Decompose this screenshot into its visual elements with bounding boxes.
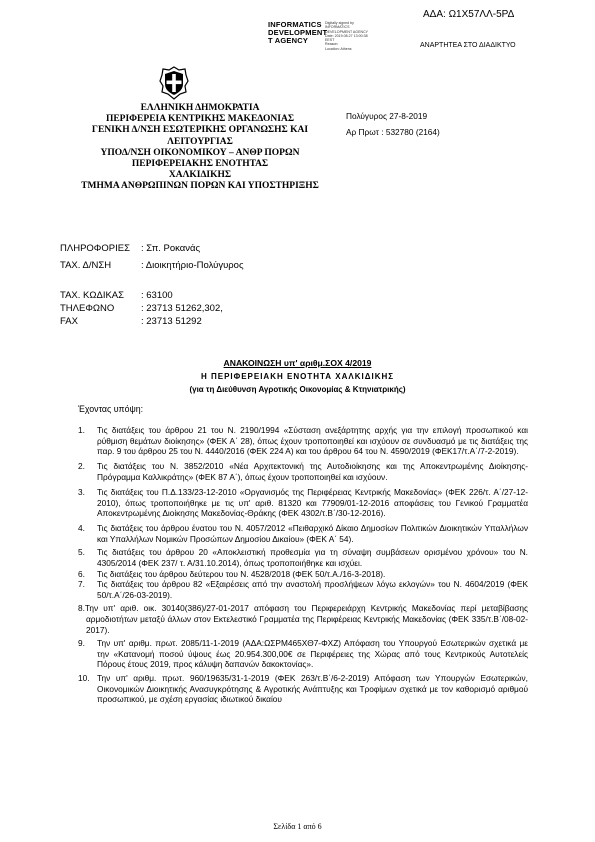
- info-key: ΤΑΧ. Δ/ΝΣΗ: [60, 260, 112, 271]
- info-value: : 23713 51262,302,: [141, 303, 223, 314]
- item-text: Τις διατάξεις του άρθρου δεύτερου του Ν. 4528/2018 (ΦΕΚ 50/τ.Α./16-3-2018).: [97, 568, 386, 579]
- info-key: ΤΗΛΕΦΩΝΟ: [60, 303, 115, 314]
- signature-line: INFORMATICS: [325, 25, 350, 30]
- signature-line: Date: 2019.08.27 13:00:38: [325, 33, 368, 38]
- signature-line: Digitally signed by: [325, 21, 354, 25]
- item-text: Τις διατάξεις του άρθρου 21 του Ν. 2190/1994 «Σύσταση ανεξάρτητης αρχής για την επιλογή προσωπικού και ρύθμιση θεμάτων διοίκησης» (ΦΕΚ Α΄ 28), όπως έχουν τροποποιηθεί και ισχύουν σε συνδυασμό με τις διατάξεις της παρ. 9 του άρθρου 25 του Ν. 4440/2016 (ΦΕΚ 224 Α) και του άρθρου 64 του Ν. 4590/2019 (ΦΕΚ17/τ.Α΄/7-2-2019).: [97, 425, 528, 457]
- greek-emblem-icon: [159, 66, 189, 100]
- date-block: [346, 108, 440, 140]
- info-key: FAX: [60, 316, 78, 327]
- info-value: : 23713 51292: [141, 316, 202, 327]
- signature-line: DEVELOPMENT AGENCY: [325, 29, 369, 34]
- item-text: Τις διατάξεις του άρθρου 20 «Αποκλειστική προθεσμία για τη σύναψη συμβάσεων ορισμένου χρόνου» του Ν. 4305/2014 (ΦΕΚ 237/ τ. Α/31.10.2014), όπως τροποποιήθηκε και ισχύει.: [97, 547, 528, 569]
- list-item: [78, 461, 528, 482]
- list-item: [78, 523, 528, 544]
- info-key: ΤΑΧ. ΚΩΔΙΚΑΣ: [60, 290, 125, 301]
- considering-label: Έχοντας υπόψη:: [78, 404, 144, 414]
- header-line: ΕΛΛΗΝΙΚΗ ΔΗΜΟΚΡΑΤΙΑ: [140, 103, 260, 113]
- title-regional-unit: Η ΠΕΡΙΦΕΡΕΙΑΚΗ ΕΝΟΤΗΤΑ ΧΑΛΚΙΔΙΚΗΣ: [200, 372, 395, 381]
- header-line: ΛΕΙΤΟΥΡΓΙΑΣ: [167, 136, 233, 147]
- item-text: Τις διατάξεις του Ν. 3852/2010 «Νέα Αρχιτεκτονική της Αυτοδιοίκησης και της Αποκεντρωμένης Διοίκησης- Πρόγραμμα Καλλικράτης» (ΦΕΚ 87 Α΄), όπως έχουν τροποποιηθεί και ισχύουν.: [97, 461, 528, 482]
- info-row: [60, 243, 200, 254]
- info-row: [60, 290, 173, 301]
- header-line: ΠΕΡΙΦΕΡΕΙΑ ΚΕΝΤΡΙΚΗΣ ΜΑΚΕΔΟΝΙΑΣ: [105, 114, 295, 125]
- info-row: [60, 303, 223, 314]
- legal-basis-list: [78, 425, 528, 705]
- list-item: [78, 673, 528, 705]
- issuing-authority-header: [58, 103, 342, 193]
- item-text: Την υπ' αριθμ. πρωτ. 2085/11-1-2019 (ΑΔΑ:ΩΣΡΜ465ΧΘ7-ΦΧΖ) Απόφαση του Υπουργού Εσωτερικών σχετικά με την «Κατανομή ποσού ύψους έως 20.954.300,00€ σε Περιφέρειες της Χώρας από τους Κεντρικούς Αυτοτελείς Πόρους έτους 2019, προς κάλυψη δαπανών δακοκτονίας».: [97, 638, 528, 670]
- item-text: Την υπ' αριθ. οικ. 30140(386)/27-01-2017 απόφαση του Περιφερειάρχη Κεντρικής Μακεδονίας περί μεταβίβασης αρμοδιοτήτων μεταξύ άλλων στον Εκτελεστικό Γραμματέα της Περιφέρειας Κεντρικής Μακεδονίας (ΦΕΚ 335/τ.Β΄/08-02-2017).: [84, 603, 528, 635]
- info-key: ΠΛΗΡΟΦΟΡΙΕΣ: [60, 243, 130, 254]
- digital-signature-logo: [268, 21, 326, 45]
- info-value: : Σπ. Ροκανάς: [141, 243, 201, 254]
- ada-code: ΑΔΑ: Ω1Χ57ΛΛ-5ΡΔ: [423, 9, 515, 20]
- title-announcement-number: ΑΝΑΚΟΙΝΩΣΗ υπ' αριθμ.ΣΟΧ 4/2019: [223, 358, 372, 368]
- item-text: Τις διατάξεις του άρθρου 82 «Εξαιρέσεις από την αναστολή προσλήψεων λόγω εκλογών» του Ν. 4604/2019 (ΦΕΚ 50/τ.Α΄/26-03-2019).: [97, 579, 528, 600]
- page-number: Σελίδα 1 από 6: [273, 822, 322, 831]
- list-item: [78, 603, 528, 635]
- digital-signature-details: [325, 21, 415, 51]
- title-directorate: (για τη Διεύθυνση Αγροτικής Οικονομίας & Κτηνιατρικής): [189, 385, 406, 394]
- item-text: Την υπ' αριθμ. πρωτ. 960/19635/31-1-2019 (ΦΕΚ 263/τ.Β΄/6-2-2019) Απόφαση των Υπουργών Εσωτερικών, Οικονομικών Διοικητικής Ανασυγκρότησης & Αγροτικής Ανάπτυξης και Τροφίμων σχετικά με τον καθορισμό αριθμού προσωπικού, με σχέση εργασίας ιδιωτικού δικαίου: [97, 672, 528, 705]
- item-number: 4.: [78, 523, 85, 534]
- item-number: 9.: [78, 638, 85, 649]
- info-row: [60, 316, 202, 327]
- header-line: ΠΕΡΙΦΕΡΕΙΑΚΗΣ ΕΝΟΤΗΤΑΣ: [131, 159, 269, 170]
- item-number: 1.: [78, 425, 85, 435]
- list-item: [78, 579, 528, 600]
- item-number: 7.: [78, 579, 85, 590]
- list-item: [78, 425, 528, 457]
- info-value: : 63100: [141, 290, 173, 301]
- item-text: Τις διατάξεις του Π.Δ.133/23-12-2010 «Οργανισμός της Περιφέρειας Κεντρικής Μακεδονίας» (ΦΕΚ 226/τ. Α΄/27-12-2010), όπως τροποποιήθηκε με τις υπ' αριθ. 81320 και 77909/01-12-2016 αποφάσεις του Γενικού Γραμματέα Αποκεντρωμένης Διοίκησης Μακεδονίας-Θράκης (ΦΕΚ 4302/τ.Β΄/30-12-2016).: [97, 486, 528, 519]
- item-number: 6.: [78, 568, 85, 579]
- header-line: ΧΑΛΚΙΔΙΚΗΣ: [168, 170, 232, 181]
- signature-line: Reason:: [325, 42, 339, 47]
- item-number: 3.: [78, 486, 85, 497]
- header-line: ΓΕΝΙΚΗ Δ/ΝΣΗ ΕΣΩΤΕΡΙΚΗΣ ΟΡΓΑΝΩΣΗΣ ΚΑΙ: [91, 125, 309, 136]
- di-logo-line: DEVELOPMENT: [268, 28, 328, 37]
- list-item: [78, 638, 528, 670]
- list-item: [78, 547, 528, 568]
- item-number: 10.: [78, 672, 90, 683]
- header-line: ΤΜΗΜΑ ΑΝΘΡΩΠΙΝΩΝ ΠΟΡΩΝ ΚΑΙ ΥΠΟΣΤΗΡΙΞΗΣ: [81, 181, 319, 192]
- publish-online-label: ΑΝΑΡΤΗΤΕΑ ΣΤΟ ΔΙΑΔΙΚΤΥΟ: [420, 42, 516, 49]
- list-item: [78, 569, 528, 580]
- document-date: Πολύγυρος 27-8-2019: [346, 111, 428, 121]
- signature-line: Location: Athens: [325, 46, 352, 51]
- signature-line: EEST: [325, 38, 335, 43]
- item-number: 5.: [78, 547, 85, 558]
- list-item: [78, 487, 528, 519]
- item-text: Τις διατάξεις του άρθρου ένατου του Ν. 4057/2012 «Πειθαρχικό Δίκαιο Δημοσίων Πολιτικών Διοικητικών Υπαλλήλων και Υπαλλήλων Νομικών Προσώπων Δημοσίου Δικαίου» (ΦΕΚ Α΄ 54).: [97, 523, 528, 544]
- announcement-title: [0, 357, 595, 396]
- info-row: [60, 260, 244, 271]
- item-number: 8.: [78, 603, 85, 614]
- item-number: 2.: [78, 461, 85, 472]
- info-value: : Διοικητήριο-Πολύγυρος: [141, 260, 244, 271]
- protocol-number: Αρ Πρωτ : 532780 (2164): [346, 127, 440, 137]
- di-logo-line: T AGENCY: [268, 36, 309, 45]
- di-logo-line: INFORMATICS: [268, 20, 322, 29]
- header-line: ΥΠΟΔ/ΝΣΗ ΟΙΚΟΝΟΜΙΚΟΥ – ΑΝΘΡ ΠΟΡΩΝ: [100, 147, 300, 158]
